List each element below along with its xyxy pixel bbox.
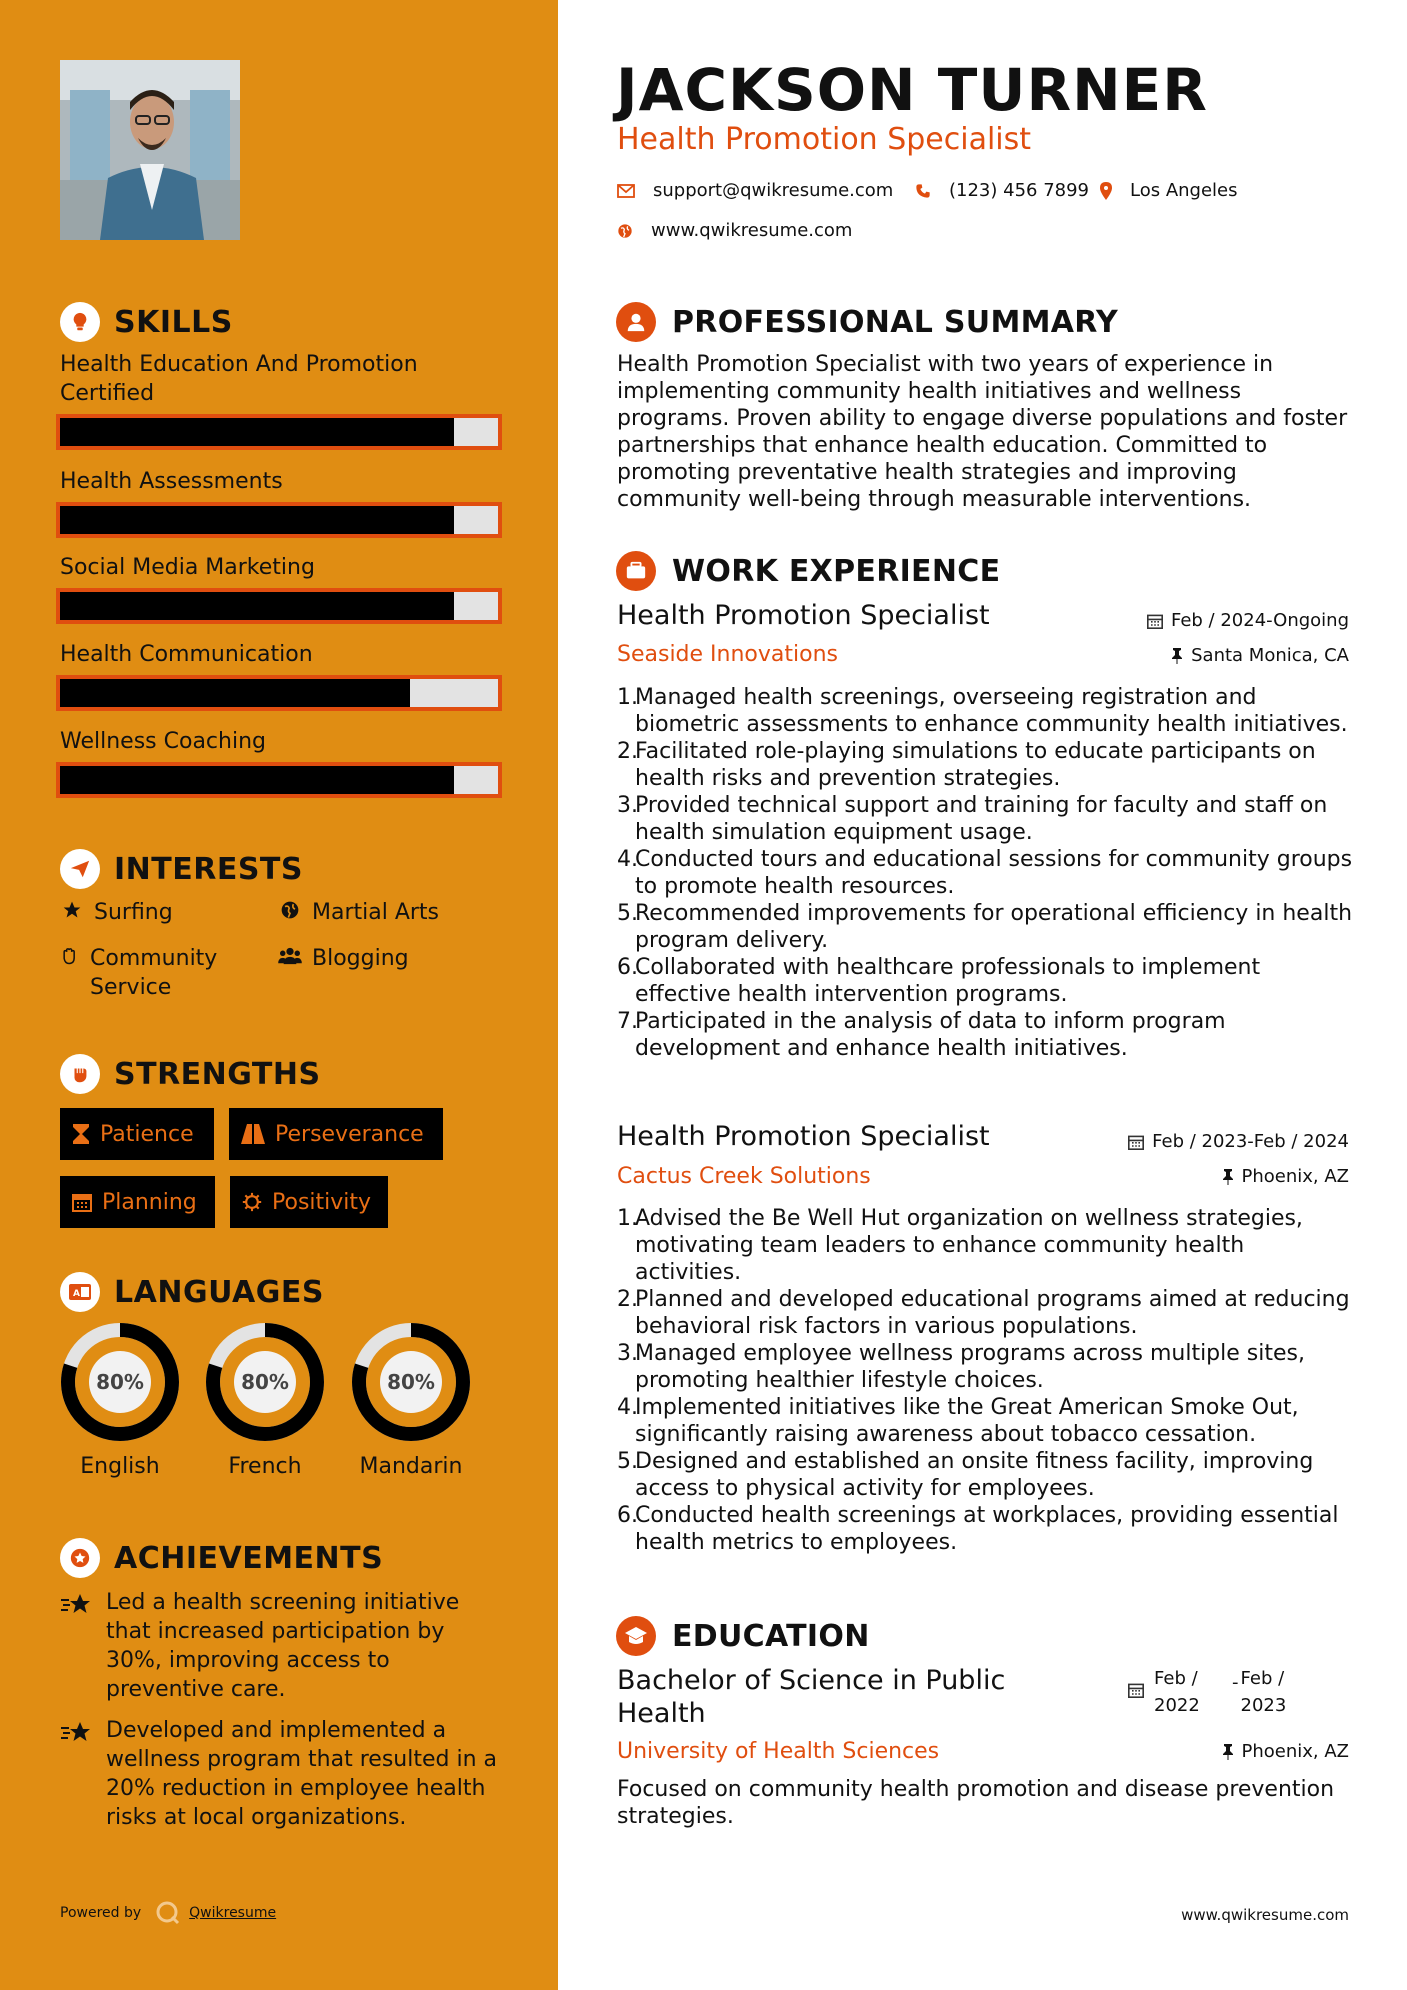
language-item xyxy=(203,1320,327,1479)
location-text: Los Angeles xyxy=(1130,180,1238,201)
achievement-text: Developed and implemented a wellness program that resulted in a 20% reduction in employee health risks at local organizations. xyxy=(106,1718,497,1830)
job-bullets xyxy=(617,684,1357,1062)
website-text[interactable]: www.qwikresume.com xyxy=(651,220,853,241)
skill-bar xyxy=(56,762,502,798)
languages-title: LANGUAGES xyxy=(114,1274,324,1310)
candidate-name: JACKSON TURNER xyxy=(616,56,1208,124)
bullet-text: Designed and established an onsite fitness facility, improving access to physical activity for employees. xyxy=(635,1449,1314,1501)
interest-item xyxy=(278,944,498,973)
strength-label: Positivity xyxy=(272,1189,372,1215)
contact-website xyxy=(617,220,852,241)
language-gauge xyxy=(203,1320,327,1444)
strength-badge xyxy=(230,1176,388,1228)
bullet-item: 5. Recommended improvements for operational efficiency in health program delivery. xyxy=(617,900,1357,954)
skills-heading xyxy=(60,300,233,344)
achievement-item xyxy=(60,1716,500,1832)
summary-title: PROFESSIONAL SUMMARY xyxy=(672,304,1119,340)
education-end-month: Feb / xyxy=(1240,1668,1285,1689)
strength-label: Patience xyxy=(100,1121,194,1147)
powered-by-label: Powered by xyxy=(60,1905,142,1921)
achievement-item xyxy=(60,1588,500,1704)
job-bullets xyxy=(617,1205,1357,1556)
job-location xyxy=(1171,645,1349,666)
job-dates xyxy=(1147,610,1349,631)
job-location xyxy=(1222,1166,1350,1187)
bullet-text: Collaborated with healthcare professionals to implement effective health intervention programs. xyxy=(635,955,1261,1007)
school-name: University of Health Sciences xyxy=(617,1739,940,1764)
education-start-month: Feb / xyxy=(1154,1668,1198,1689)
experience-title: WORK EXPERIENCE xyxy=(672,553,1001,589)
strength-badge xyxy=(60,1108,214,1160)
strength-label: Perseverance xyxy=(275,1121,424,1147)
job-location-text: Santa Monica, CA xyxy=(1191,645,1349,666)
interest-item xyxy=(60,944,260,1002)
gear-icon xyxy=(242,1192,262,1212)
language-name: French xyxy=(228,1454,302,1479)
bullet-item: 3. Managed employee wellness programs across multiple sites, promoting healthier lifestyle choices. xyxy=(617,1340,1357,1394)
job-dates-text: Feb / 2024-Ongoing xyxy=(1170,610,1349,631)
education-dates: Feb / 2022 - Feb / 2023 xyxy=(1128,1665,1286,1719)
education-location-text: Phoenix, AZ xyxy=(1241,1741,1349,1762)
calendar-icon xyxy=(1128,1134,1144,1150)
skill-name: Wellness Coaching xyxy=(60,729,266,754)
interest-item xyxy=(60,898,260,927)
bullet-text: Managed employee wellness programs across multiple sites, promoting healthier lifestyle choices. xyxy=(635,1341,1305,1393)
svg-text:A: A xyxy=(73,1289,80,1299)
profile-photo xyxy=(60,60,240,240)
interest-label: Blogging xyxy=(312,946,409,971)
bullet-text: Participated in the analysis of data to inform program development and enhance health initiatives. xyxy=(635,1009,1226,1061)
skill-bar-fill xyxy=(60,418,454,446)
languages-heading xyxy=(60,1270,324,1314)
achievements-title: ACHIEVEMENTS xyxy=(114,1540,384,1576)
phone-icon xyxy=(915,183,931,199)
summary-heading xyxy=(616,300,1118,344)
contact-phone xyxy=(915,180,1089,201)
language-item xyxy=(349,1320,473,1479)
achievements-heading xyxy=(60,1536,383,1580)
medal-icon xyxy=(60,1538,100,1578)
strength-label: Planning xyxy=(102,1189,197,1215)
job-dates-text: Feb / 2023-Feb / 2024 xyxy=(1152,1131,1349,1152)
interest-item xyxy=(278,898,498,927)
contact-location xyxy=(1100,180,1238,201)
skill-name: Health Assessments xyxy=(60,469,283,494)
bullet-text: Provided technical support and training for faculty and staff on health simulation equipment usage. xyxy=(635,793,1328,845)
bullet-item: 2. Facilitated role-playing simulations to educate participants on health risks and prevention strategies. xyxy=(617,738,1357,792)
education-heading xyxy=(616,1614,870,1658)
bullet-item: 4. Conducted tours and educational sessions for community groups to promote health resources. xyxy=(617,846,1357,900)
contact-email xyxy=(617,180,893,201)
bullet-text: Conducted tours and educational sessions for community groups to promote health resources. xyxy=(635,847,1353,899)
summary-text: Health Promotion Specialist with two years of experience in implementing community health initiatives and wellness programs. Proven ability to engage diverse populations and foster partnerships that enhance health education. Committed to promoting preventative health strategies and improving community well-being through measurable interventions. xyxy=(617,352,1348,512)
skill-bar xyxy=(56,588,502,624)
road-icon xyxy=(241,1124,265,1144)
skill-bar-fill xyxy=(60,506,454,534)
pin-icon xyxy=(1222,1744,1234,1760)
bullet-text: Advised the Be Well Hut organization on wellness strategies, motivating team leaders to enhance community health activities. xyxy=(635,1206,1303,1285)
language-percent: 80% xyxy=(241,1370,289,1394)
graduation-cap-icon xyxy=(616,1616,656,1656)
qwikresume-link[interactable]: Qwikresume xyxy=(189,1905,277,1921)
skills-title: SKILLS xyxy=(114,304,233,340)
language-item xyxy=(58,1320,182,1479)
job-title: Health Promotion Specialist xyxy=(617,600,990,631)
job-title: Health Promotion Specialist xyxy=(617,1121,990,1152)
education-end-year: 2023 xyxy=(1240,1695,1287,1716)
bullet-text: Planned and developed educational programs aimed at reducing behavioral risk factors in various populations. xyxy=(635,1287,1350,1339)
calendar-icon xyxy=(1147,613,1163,629)
qwikresume-logo-icon xyxy=(155,1900,181,1926)
map-pin-icon xyxy=(1100,182,1112,200)
star-achievement-icon xyxy=(60,1716,96,1832)
lightbulb-icon xyxy=(60,302,100,342)
sidebar xyxy=(0,0,558,1990)
translate-icon xyxy=(60,1272,100,1312)
achievement-text: Led a health screening initiative that increased participation by 30%, improving access to preventive care. xyxy=(106,1590,460,1702)
candidate-role: Health Promotion Specialist xyxy=(617,122,1032,157)
bullet-item: 2. Planned and developed educational programs aimed at reducing behavioral risk factors in various populations. xyxy=(617,1286,1357,1340)
bullet-item: 5. Designed and established an onsite fitness facility, improving access to physical activity for employees. xyxy=(617,1448,1357,1502)
skill-name: Health Communication xyxy=(60,642,313,667)
strength-badge xyxy=(60,1176,215,1228)
calendar-icon xyxy=(72,1192,92,1212)
strength-badge xyxy=(229,1108,443,1160)
interests-title: INTERESTS xyxy=(114,851,303,887)
interest-label: Surfing xyxy=(94,900,173,925)
skill-bar-fill xyxy=(60,766,454,794)
envelope-icon xyxy=(617,184,635,198)
hand-icon xyxy=(60,944,80,966)
powered-by xyxy=(60,1900,276,1926)
calendar-icon xyxy=(1128,1682,1144,1719)
globe-icon xyxy=(278,898,302,920)
bullet-item: 4. Implemented initiatives like the Great American Smoke Out, significantly raising awareness about tobacco cessation. xyxy=(617,1394,1357,1448)
education-title: EDUCATION xyxy=(672,1618,870,1654)
user-icon xyxy=(616,302,656,342)
interests-heading xyxy=(60,847,303,891)
star-achievement-icon xyxy=(60,1588,96,1704)
bullet-text: Implemented initiatives like the Great American Smoke Out, significantly raising awareness about tobacco cessation. xyxy=(635,1395,1299,1447)
language-name: Mandarin xyxy=(359,1454,463,1479)
language-percent: 80% xyxy=(387,1370,435,1394)
hourglass-icon xyxy=(72,1123,90,1145)
job-location-text: Phoenix, AZ xyxy=(1241,1166,1349,1187)
bullet-item: 7. Participated in the analysis of data to inform program development and enhance health initiatives. xyxy=(617,1008,1357,1062)
education-description: Focused on community health promotion and disease prevention strategies. xyxy=(617,1777,1335,1829)
skill-name: Social Media Marketing xyxy=(60,555,315,580)
pin-icon xyxy=(1222,1169,1234,1185)
email-text[interactable]: support@qwikresume.com xyxy=(653,180,894,201)
interest-label: Community Service xyxy=(90,946,218,1000)
globe-icon xyxy=(617,223,633,239)
strengths-heading xyxy=(60,1052,321,1096)
skill-name: Health Education And Promotion Certified xyxy=(60,352,418,406)
job-dates xyxy=(1128,1131,1349,1152)
skill-bar xyxy=(56,675,502,711)
language-name: English xyxy=(80,1454,160,1479)
bullet-item: 3. Provided technical support and training for faculty and staff on health simulation equipment usage. xyxy=(617,792,1357,846)
bullet-item: 6. Collaborated with healthcare professionals to implement effective health intervention programs. xyxy=(617,954,1357,1008)
skill-bar xyxy=(56,414,502,450)
language-gauge xyxy=(349,1320,473,1444)
education-location xyxy=(1222,1741,1350,1762)
bullet-text: Managed health screenings, overseeing registration and biometric assessments to enhance community health initiatives. xyxy=(635,685,1348,737)
education-start-year: 2022 xyxy=(1154,1695,1200,1716)
briefcase-icon xyxy=(616,551,656,591)
bullet-item: 1. Managed health screenings, overseeing registration and biometric assessments to enhance community health initiatives. xyxy=(617,684,1357,738)
skill-bar xyxy=(56,502,502,538)
bullet-text: Facilitated role-playing simulations to educate participants on health risks and prevention strategies. xyxy=(635,739,1316,791)
star-icon xyxy=(60,898,84,920)
strengths-title: STRENGTHS xyxy=(114,1056,321,1092)
skill-bar-fill xyxy=(60,592,454,620)
skill-bar-fill xyxy=(60,679,410,707)
company-name: Seaside Innovations xyxy=(617,642,838,667)
users-icon xyxy=(278,944,302,966)
bullet-item: 1. Advised the Be Well Hut organization on wellness strategies, motivating team leaders to enhance community health activities. xyxy=(617,1205,1357,1286)
phone-text: (123) 456 7899 xyxy=(949,180,1090,201)
bullet-text: Conducted health screenings at workplaces, providing essential health metrics to employees. xyxy=(635,1503,1339,1555)
interest-label: Martial Arts xyxy=(312,900,440,925)
footer-url[interactable]: www.qwikresume.com xyxy=(1181,1906,1349,1924)
fist-icon xyxy=(60,1054,100,1094)
language-percent: 80% xyxy=(96,1370,144,1394)
company-name: Cactus Creek Solutions xyxy=(617,1164,871,1189)
bullet-text: Recommended improvements for operational efficiency in health program delivery. xyxy=(635,901,1353,953)
language-gauge xyxy=(58,1320,182,1444)
experience-heading xyxy=(616,549,1000,593)
bullet-item: 6. Conducted health screenings at workplaces, providing essential health metrics to employees. xyxy=(617,1502,1357,1556)
degree-title: Bachelor of Science in Public Health xyxy=(617,1665,1006,1729)
pin-icon xyxy=(1171,648,1183,664)
paper-plane-icon xyxy=(60,849,100,889)
